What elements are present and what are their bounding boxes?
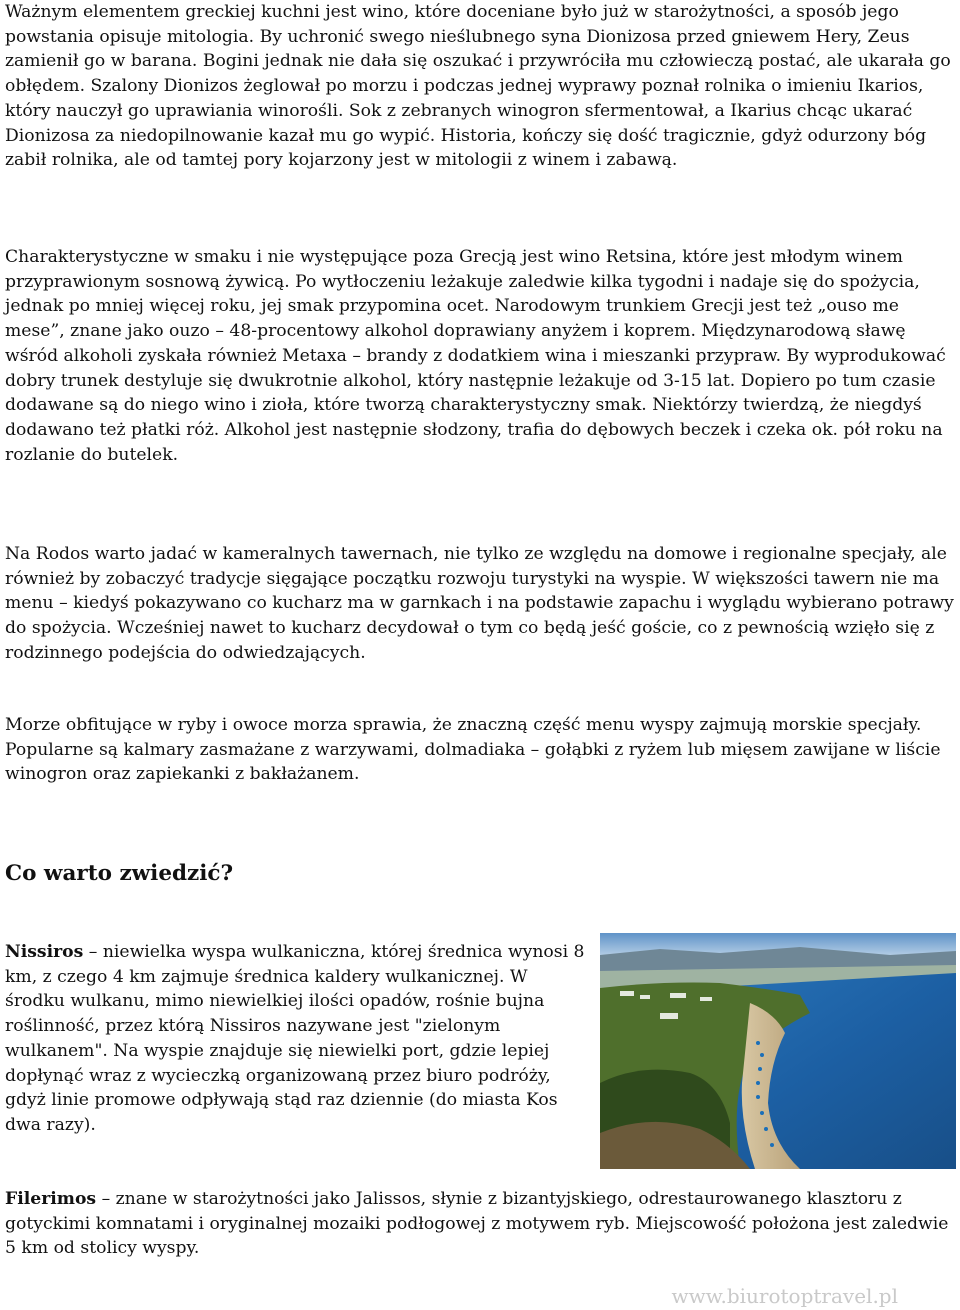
filerimos-text: – znane w starożytności jako Jalissos, słynie z bizantyjskiego, odrestaurowanego klasztoru z gotyckimi komnatami i oryginalnej mozaiki podłogowej z motywem ryb. Miejscowość położona jest zaledwie 5 km od stolicy wyspy. [5, 1189, 949, 1259]
section-heading: Co warto zwiedzić? [5, 861, 234, 886]
paragraph-taverns: Na Rodos warto jadać w kameralnych tawernach, nie tylko ze względu na domowe i regionalne specjały, ale również by zobaczyć tradycje sięgające początku rozwoju turystyki na wyspie. W większości tawern nie ma menu – kiedyś pokazywano co kucharz ma w garnkach i na podstawie zapachu i wyglądu wybierano potrawy do spożycia. Wcześniej nawet to kucharz decydował o tym co będą jeść goście, co z pewnością wzięło się z rodzinnego podejścia do odwiedzających. [5, 544, 954, 663]
footer-website: www.biurotoptravel.pl [671, 1284, 898, 1308]
coast-photo [600, 933, 956, 1169]
nissiros-name: Nissiros [5, 942, 84, 962]
paragraph-nissiros [5, 940, 590, 1138]
paragraph-filerimos [5, 1187, 955, 1261]
nissiros-text: – niewielka wyspa wulkaniczna, której średnica wynosi 8 km, z czego 4 km zajmuje średnica kaldery wulkanicznej. W środku wulkanu, mimo niewielkiej ilości opadów, rośnie bujna roślinność, przez którą Nissiros nazywane jest "zielonym wulkanem". Na wyspie znajduje się niewielki port, gdzie lepiej dopłynąć wraz z wycieczką organizowaną przez biuro podróży, gdyż linie promowe odpływają stąd raz dziennie (do miasta Kos dwa razy). [5, 942, 585, 1135]
paragraph-wine-mythology: Ważnym elementem greckiej kuchni jest wino, które doceniane było już w starożytności, a sposób jego powstania opisuje mitologia. By uchronić swego nieślubnego syna Dionizosa przed gniewem Hery, Zeus zamienił go w barana. Bogini jednak nie dała się oszukać i przywróciła mu człowieczą postać, ale ukarała go obłędem. Szalony Dionizos żeglował po morzu i podczas jednej wyprawy poznał rolnika o imieniu Ikarios, który nauczył go uprawiania winorośli. Sok z zebranych winogron sfermentował, a Ikarius chcąc ukarać Dionizosa za niedopilnowanie kazał mu go wypić. Historia, kończy się dość tragicznie, gdyż odurzony bóg zabił rolnika, ale od tamtej pory kojarzony jest w mitologii z winem i zabawą. [5, 2, 951, 171]
paragraph-seafood: Morze obfitujące w ryby i owoce morza sprawia, że znaczną część menu wyspy zajmują morskie specjały. Popularne są kalmary zasmażane z warzywami, dolmadiaka – gołąbki z ryżem lub mięsem zawijane w liście winogron oraz zapiekanki z bakłażanem. [5, 715, 941, 785]
paragraph-retsina-ouzo-metaxa: Charakterystyczne w smaku i nie występujące poza Grecją jest wino Retsina, które jest młodym winem przyprawionym sosnową żywicą. Po wytłoczeniu leżakuje zaledwie kilka tygodni i nadaje się do spożycia, jednak po mniej więcej roku, jej smak przypomina ocet. Narodowym trunkiem Grecji jest też „ouso me mese”, znane jako ouzo – 48-procentowy alkohol doprawiany anyżem i koprem. Międzynarodową sławę wśród alkoholi zyskała również Metaxa – brandy z dodatkiem wina i mieszanki przypraw. By wyprodukować dobry trunek destyluje się dwukrotnie alkohol, który następnie leżakuje od 3-15 lat. Dopiero po tum czasie dodawane są do niego wino i zioła, które tworzą charakterystyczny smak. Niektórzy twierdzą, że niegdyś dodawano też płatki róż. Alkohol jest następnie słodzony, trafia do dębowych beczek i czeka ok. pół roku na rozlanie do butelek. [5, 247, 946, 465]
filerimos-name: Filerimos [5, 1189, 97, 1209]
